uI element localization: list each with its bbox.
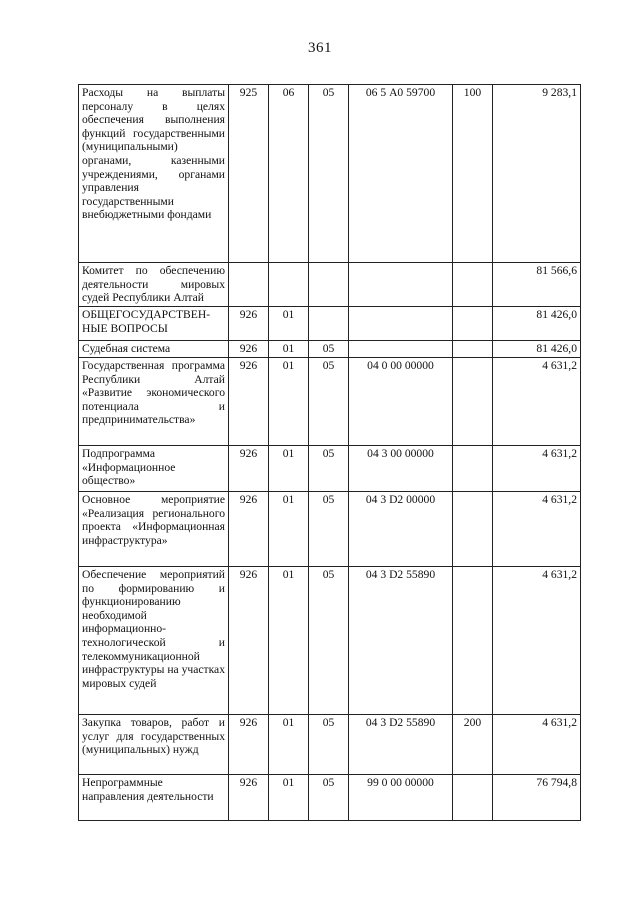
- table-row: [79, 263, 581, 307]
- row-expense-type: [453, 341, 493, 358]
- row-name: Подпрограмма «Информационное общество»: [79, 446, 229, 492]
- row-ministry-code: 926: [229, 358, 269, 446]
- row-target-article: [349, 307, 453, 341]
- table-row: [79, 85, 581, 263]
- row-name: ОБЩЕГОСУДАРСТВЕН-НЫЕ ВОПРОСЫ: [79, 307, 229, 341]
- row-expense-type: [453, 567, 493, 715]
- row-target-article: 04 3 D2 55890: [349, 567, 453, 715]
- row-amount: 9 283,1: [493, 85, 581, 263]
- row-expense-type: 200: [453, 715, 493, 775]
- row-name: Комитет по обеспечению деятельности мировых судей Республики Алтай: [79, 263, 229, 307]
- row-amount: 4 631,2: [493, 358, 581, 446]
- row-subsection-code: 05: [309, 85, 349, 263]
- row-ministry-code: 926: [229, 307, 269, 341]
- row-subsection-code: 05: [309, 715, 349, 775]
- row-amount: 4 631,2: [493, 446, 581, 492]
- row-section-code: [269, 263, 309, 307]
- row-target-article: 06 5 А0 59700: [349, 85, 453, 263]
- row-subsection-code: 05: [309, 567, 349, 715]
- row-subsection-code: 05: [309, 775, 349, 821]
- row-amount: 4 631,2: [493, 492, 581, 567]
- row-subsection-code: 05: [309, 341, 349, 358]
- row-name: Обеспечение мероприятий по формированию и функционированию необходимой информационно-технологической и телекоммуникационной инфраструктуры на участках мировых судей: [79, 567, 229, 715]
- row-target-article: [349, 341, 453, 358]
- table-row: [79, 358, 581, 446]
- row-subsection-code: [309, 307, 349, 341]
- row-name: Расходы на выплаты персоналу в целях обеспечения выполнения функций государственными (муниципальными) органами, казенными учреждениями, органами управления государственными внебюджетными фондами: [79, 85, 229, 263]
- row-target-article: 99 0 00 00000: [349, 775, 453, 821]
- budget-table: [78, 84, 581, 821]
- row-amount: 76 794,8: [493, 775, 581, 821]
- row-target-article: [349, 263, 453, 307]
- row-section-code: 01: [269, 775, 309, 821]
- row-ministry-code: 926: [229, 492, 269, 567]
- row-ministry-code: 926: [229, 715, 269, 775]
- table-row: [79, 715, 581, 775]
- row-section-code: 01: [269, 341, 309, 358]
- row-name: Закупка товаров, работ и услуг для государственных (муниципальных) нужд: [79, 715, 229, 775]
- row-subsection-code: [309, 263, 349, 307]
- row-amount: 4 631,2: [493, 715, 581, 775]
- table-row: [79, 307, 581, 341]
- row-expense-type: [453, 775, 493, 821]
- row-expense-type: [453, 492, 493, 567]
- row-section-code: 01: [269, 492, 309, 567]
- row-ministry-code: 926: [229, 775, 269, 821]
- row-ministry-code: 925: [229, 85, 269, 263]
- row-expense-type: [453, 358, 493, 446]
- table-row: [79, 341, 581, 358]
- row-expense-type: [453, 446, 493, 492]
- row-section-code: 06: [269, 85, 309, 263]
- row-name: Государственная программа Республики Алтай «Развитие экономического потенциала и предпринимательства»: [79, 358, 229, 446]
- row-ministry-code: [229, 263, 269, 307]
- row-expense-type: [453, 307, 493, 341]
- table-row: [79, 567, 581, 715]
- row-section-code: 01: [269, 307, 309, 341]
- row-amount: 81 426,0: [493, 341, 581, 358]
- page-number: 361: [308, 40, 332, 56]
- row-expense-type: 100: [453, 85, 493, 263]
- row-amount: 4 631,2: [493, 567, 581, 715]
- row-name: Непрограммные направления деятельности: [79, 775, 229, 821]
- row-section-code: 01: [269, 567, 309, 715]
- row-section-code: 01: [269, 358, 309, 446]
- table-row: [79, 492, 581, 567]
- table-row: [79, 775, 581, 821]
- row-section-code: 01: [269, 446, 309, 492]
- row-amount: 81 426,0: [493, 307, 581, 341]
- row-name: Основное мероприятие «Реализация регионального проекта «Информационная инфраструктура»: [79, 492, 229, 567]
- row-subsection-code: 05: [309, 358, 349, 446]
- row-expense-type: [453, 263, 493, 307]
- row-target-article: 04 0 00 00000: [349, 358, 453, 446]
- row-subsection-code: 05: [309, 492, 349, 567]
- row-section-code: 01: [269, 715, 309, 775]
- row-name: Судебная система: [79, 341, 229, 358]
- row-ministry-code: 926: [229, 446, 269, 492]
- row-subsection-code: 05: [309, 446, 349, 492]
- row-target-article: 04 3 D2 55890: [349, 715, 453, 775]
- row-target-article: 04 3 D2 00000: [349, 492, 453, 567]
- row-target-article: 04 3 00 00000: [349, 446, 453, 492]
- row-amount: 81 566,6: [493, 263, 581, 307]
- row-ministry-code: 926: [229, 341, 269, 358]
- row-ministry-code: 926: [229, 567, 269, 715]
- table-row: [79, 446, 581, 492]
